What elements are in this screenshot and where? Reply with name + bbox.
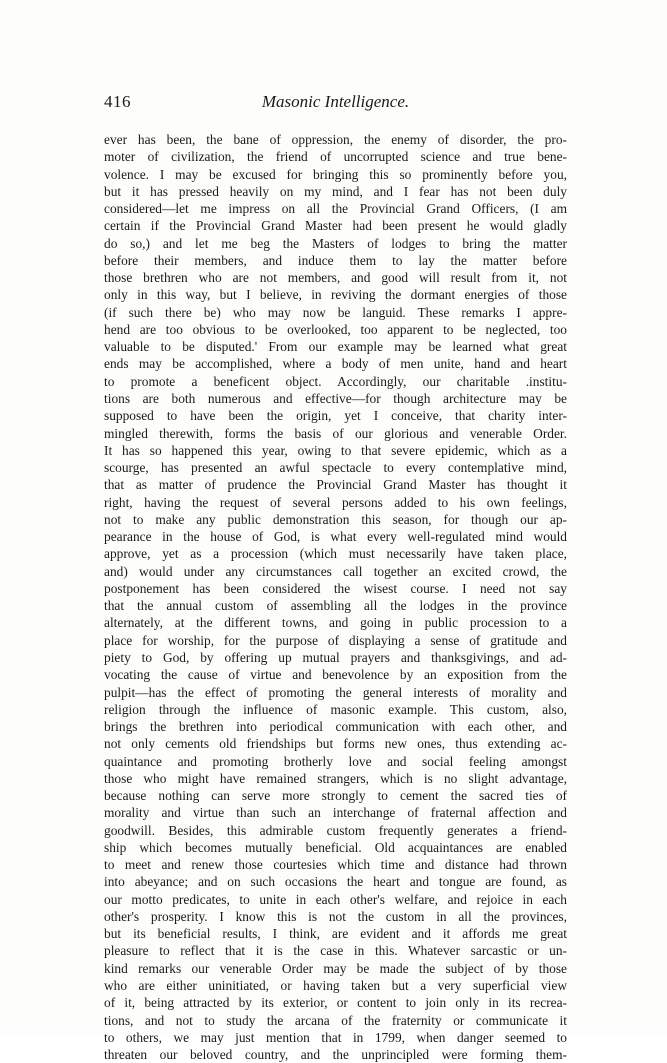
text-line: who are either uninitiated, or having taken but a very superficial view bbox=[104, 978, 567, 994]
text-line: our motto predicates, to unite in each other's welfare, and rejoice in each bbox=[104, 891, 567, 907]
text-line: pulpit—has the effect of promoting the general interests of morality and bbox=[104, 684, 567, 700]
text-line: to others, we may just mention that in 1799, when danger seemed to bbox=[104, 1029, 567, 1045]
text-line: that the annual custom of assembling all the lodges in the province bbox=[104, 598, 567, 614]
text-line: (if such there be) who may now be languid. These remarks I appre- bbox=[104, 304, 567, 320]
text-line: scourge, has presented an awful spectacle to every contemplative mind, bbox=[104, 460, 567, 476]
text-line: other's prosperity. I know this is not the custom in all the provinces, bbox=[104, 908, 567, 924]
text-line: but its beneficial results, I think, are evident and it affords me great bbox=[104, 926, 567, 942]
text-line: postponement has been considered the wisest course. I need not say bbox=[104, 580, 567, 596]
running-title: Masonic Intelligence. bbox=[261, 92, 410, 111]
text-line: hend are too obvious to be overlooked, too apparent to be neglected, too bbox=[104, 321, 567, 337]
text-line: pleasure to reflect that it is the case in this. Whatever sarcastic or un- bbox=[104, 943, 567, 959]
text-line: brings the brethren into periodical communication with each other, and bbox=[104, 719, 567, 735]
text-line: to meet and renew those courtesies which time and distance had thrown bbox=[104, 857, 567, 873]
page-number: 416 bbox=[104, 92, 131, 111]
text-line: because nothing can serve more strongly to cement the sacred ties of bbox=[104, 788, 567, 804]
text-line: ship which becomes mutually beneficial. Old acquaintances are enabled bbox=[104, 839, 567, 855]
text-line: of it, being attracted by its exterior, or content to join only in its recrea- bbox=[104, 995, 567, 1011]
text-line: place for worship, for the purpose of displaying a sense of gratitude and bbox=[104, 632, 567, 648]
page-header bbox=[104, 92, 567, 118]
text-line: not to make any public demonstration this season, for though our ap- bbox=[104, 511, 567, 527]
text-line: mingled therewith, forms the basis of our glorious and venerable Order. bbox=[104, 425, 567, 441]
text-line: piety to God, by offering up mutual prayers and thanksgivings, and ad- bbox=[104, 649, 567, 665]
text-line: to promote a beneficent object. Accordingly, our charitable .institu- bbox=[104, 373, 567, 389]
text-line: volence. I may be excused for bringing this so prominently before you, bbox=[104, 166, 567, 182]
text-line: threaten our beloved country, and the unprincipled were forming them- bbox=[104, 1047, 567, 1063]
text-line: tions, and not to study the arcana of the fraternity or communicate it bbox=[104, 1012, 567, 1028]
text-line: religion through the influence of masonic example. This custom, also, bbox=[104, 701, 567, 717]
text-line: vocating the cause of virtue and benevolence by an exposition from the bbox=[104, 667, 567, 683]
text-line: do so,) and let me beg the Masters of lodges to bring the matter bbox=[104, 235, 567, 251]
text-line: before their members, and induce them to lay the matter before bbox=[104, 252, 567, 268]
text-line: only in this way, but I believe, in reviving the dormant energies of those bbox=[104, 287, 567, 303]
text-line: considered—let me impress on all the Provincial Grand Officers, (I am bbox=[104, 201, 567, 217]
text-line: alternately, at the different towns, and going in public procession to a bbox=[104, 615, 567, 631]
text-line: moter of civilization, the friend of uncorrupted science and true bene- bbox=[104, 149, 567, 165]
text-line: and) would under any circumstances call together an excited crowd, the bbox=[104, 563, 567, 579]
text-line: approve, yet as a procession (which must necessarily have taken place, bbox=[104, 546, 567, 562]
text-line: valuable to be disputed.' From our example may be learned what great bbox=[104, 339, 567, 355]
text-line: not only cements old friendships but forms new ones, thus extending ac- bbox=[104, 736, 567, 752]
text-line: certain if the Provincial Grand Master had been present he would gladly bbox=[104, 218, 567, 234]
text-line: ends may be accomplished, where a body of men unite, hand and heart bbox=[104, 356, 567, 372]
body-text bbox=[104, 131, 567, 1063]
text-line: kind remarks our venerable Order may be made the subject of by those bbox=[104, 960, 567, 976]
text-line: It has so happened this year, owing to that severe epidemic, which as a bbox=[104, 442, 567, 458]
text-line: pearance in the house of God, is what every well-regulated mind would bbox=[104, 529, 567, 545]
text-line: those who might have remained strangers, which is no slight advantage, bbox=[104, 770, 567, 786]
text-line: right, having the request of several persons added to his own feelings, bbox=[104, 494, 567, 510]
text-line: ever has been, the bane of oppression, the enemy of disorder, the pro- bbox=[104, 132, 567, 147]
text-line: tions are both numerous and effective—for though architecture may be bbox=[104, 390, 567, 406]
text-line: goodwill. Besides, this admirable custom frequently generates a friend- bbox=[104, 822, 567, 838]
text-line: that as matter of prudence the Provincial Grand Master has thought it bbox=[104, 477, 567, 493]
text-line: morality and virtue than such an interchange of fraternal affection and bbox=[104, 805, 567, 821]
text-line: supposed to have been the origin, yet I conceive, that charity inter- bbox=[104, 408, 567, 424]
text-line: those brethren who are not members, and good will result from it, not bbox=[104, 270, 567, 286]
text-line: but it has pressed heavily on my mind, and I fear has not been duly bbox=[104, 183, 567, 199]
text-line: into abeyance; and on such occasions the heart and tongue are found, as bbox=[104, 874, 567, 890]
text-line: quaintance and promoting brotherly love and social feeling amongst bbox=[104, 753, 567, 769]
